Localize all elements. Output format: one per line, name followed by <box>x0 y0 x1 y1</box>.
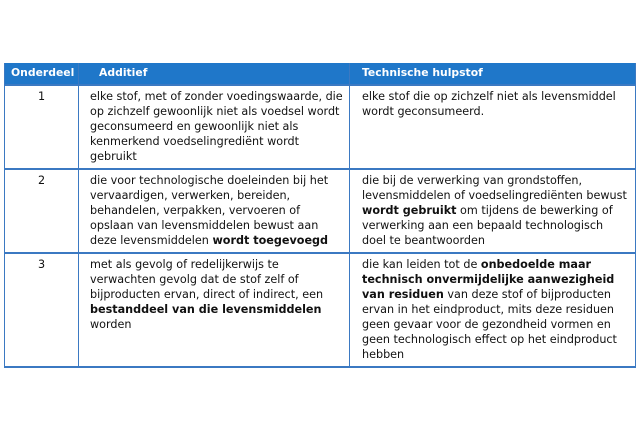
cell-text: elke stof, met of zonder voedingswaarde, die op zichzelf gewoonlijk niet als voedsel wordt geconsumeerd en gewoonlijk niet als kenmerkend voedselingrediënt wordt gebruikt <box>90 90 343 163</box>
cell-text-bold: wordt toegevoegd <box>212 234 329 247</box>
hulpstof-cell <box>350 169 636 253</box>
table-row <box>5 85 636 169</box>
cell-text: elke stof die op zichzelf niet als levensmiddel wordt geconsumeerd. <box>362 90 616 118</box>
additief-cell <box>79 169 350 253</box>
cell-text: om tijdens de bewerking of verwerking aan een bepaald technologisch doel te beantwoorden <box>362 204 613 247</box>
header-row <box>5 63 636 85</box>
comparison-table <box>4 63 636 368</box>
table-row <box>5 253 636 367</box>
cell-text: die kan leiden tot de <box>362 258 481 271</box>
cell-text: van deze stof of bijproducten ervan in het eindproduct, mits deze residuen geen gevaar voor de gezondheid vormen en geen technologisch effect op het eindproduct hebben <box>362 288 617 361</box>
additief-cell <box>79 253 350 367</box>
cell-text-bold: onbedoelde maar technisch onvermijdelijke aanwezigheid van residuen <box>362 258 615 301</box>
header-onderdeel: Onderdeel <box>5 63 79 85</box>
row-number: 2 <box>5 169 79 253</box>
header-additief: Additief <box>79 63 350 85</box>
table-row <box>5 169 636 253</box>
row-number: 3 <box>5 253 79 367</box>
cell-text-bold: bestanddeel van die levensmiddelen <box>90 303 322 316</box>
table-header <box>5 63 636 85</box>
cell-text: die voor technologische doeleinden bij het vervaardigen, verwerken, bereiden, behandelen, verpakken, vervoeren of opslaan van levensmiddelen bewust aan deze levensmiddelen <box>90 174 329 247</box>
cell-text-bold: wordt gebruikt <box>362 204 457 217</box>
additief-cell <box>79 85 350 169</box>
header-technische-hulpstof: Technische hulpstof <box>350 63 636 85</box>
hulpstof-cell <box>350 85 636 169</box>
cell-text: die bij de verwerking van grondstoffen, levensmiddelen of voedselingrediënten bewust <box>362 174 627 202</box>
hulpstof-cell <box>350 253 636 367</box>
row-number: 1 <box>5 85 79 169</box>
cell-text: met als gevolg of redelijkerwijs te verwachten gevolg dat de stof zelf of bijproducten ervan, direct of indirect, een <box>90 258 324 301</box>
cell-text: worden <box>90 318 132 331</box>
